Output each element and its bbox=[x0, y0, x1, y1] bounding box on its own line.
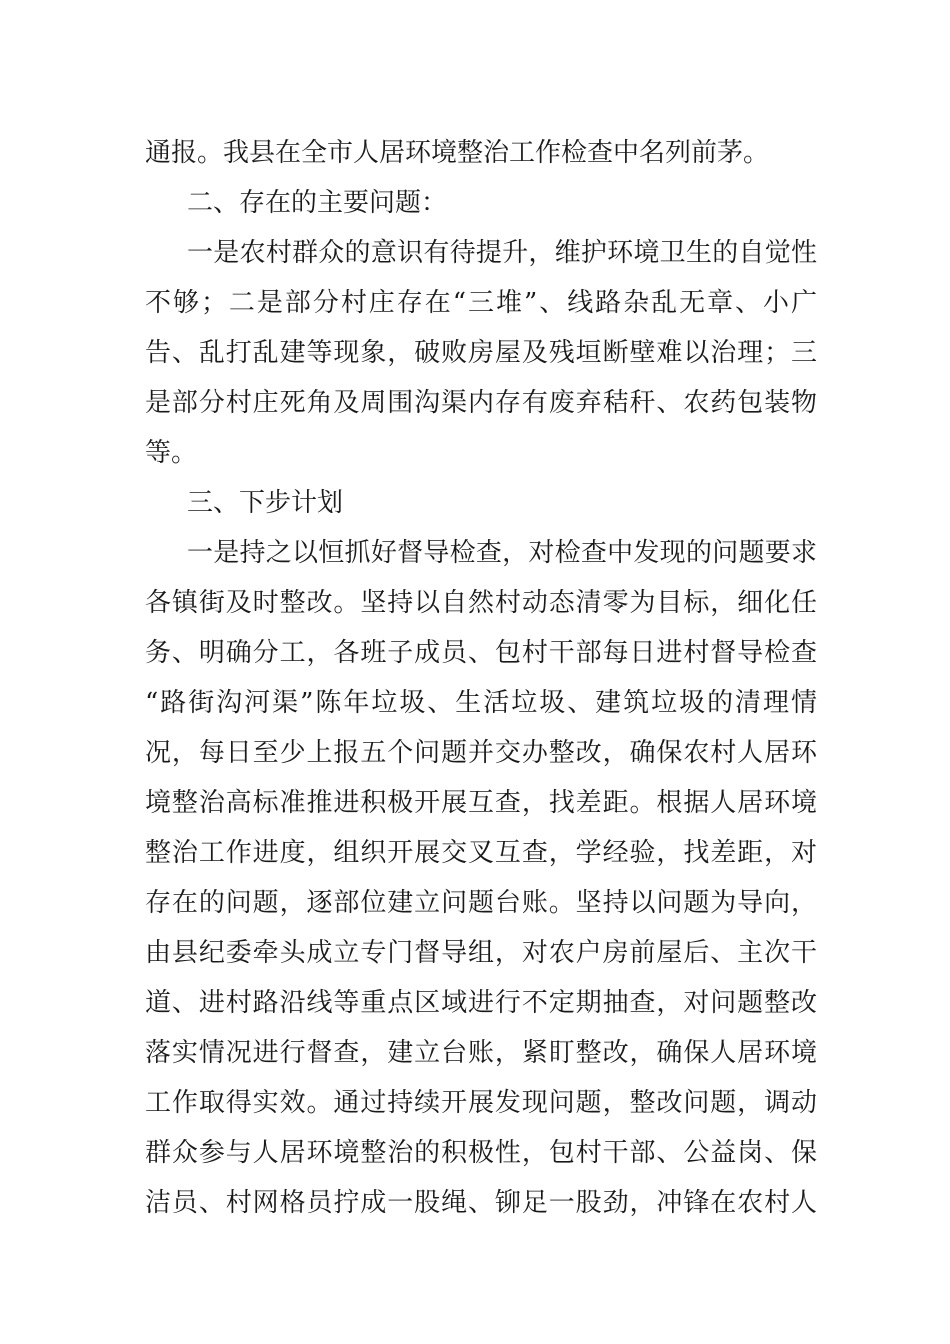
paragraph-line: 不够；二是部分村庄存在“三堆”、线路杂乱无章、小广 bbox=[145, 288, 817, 318]
paragraph-line: 工作取得实效。通过持续开展发现问题，整改问题，调动 bbox=[145, 1088, 817, 1118]
body-text bbox=[145, 128, 817, 1228]
paragraph-line: 是部分村庄死角及周围沟渠内存有废弃秸秆、农药包装物 bbox=[145, 388, 817, 418]
paragraph-line: 由县纪委牵头成立专门督导组，对农户房前屋后、主次干 bbox=[145, 938, 817, 968]
paragraph-line: 洁员、村网格员拧成一股绳、铆足一股劲，冲锋在农村人 bbox=[145, 1188, 817, 1218]
paragraph-line: 道、进村路沿线等重点区域进行不定期抽查，对问题整改 bbox=[145, 988, 817, 1018]
paragraph-line: 务、明确分工，各班子成员、包村干部每日进村督导检查 bbox=[145, 638, 817, 668]
section-heading-problems: 二、存在的主要问题： bbox=[187, 188, 448, 218]
paragraph-line: 各镇街及时整改。坚持以自然村动态清零为目标，细化任 bbox=[145, 588, 817, 618]
paragraph-line: 存在的问题，逐部位建立问题台账。坚持以问题为导向， bbox=[145, 888, 817, 918]
paragraph-line: “路街沟河渠”陈年垃圾、生活垃圾、建筑垃圾的清理情 bbox=[145, 688, 817, 718]
paragraph-line: 通报。我县在全市人居环境整治工作检查中名列前茅。 bbox=[145, 138, 770, 168]
paragraph-line: 况，每日至少上报五个问题并交办整改，确保农村人居环 bbox=[145, 738, 817, 768]
paragraph-line: 等。 bbox=[145, 438, 198, 468]
paragraph-line: 群众参与人居环境整治的积极性，包村干部、公益岗、保 bbox=[145, 1138, 817, 1168]
paragraph-line: 一是持之以恒抓好督导检查，对检查中发现的问题要求 bbox=[187, 538, 817, 568]
paragraph-line: 告、乱打乱建等现象，破败房屋及残垣断壁难以治理；三 bbox=[145, 338, 817, 368]
paragraph-line: 境整治高标准推进积极开展互查，找差距。根据人居环境 bbox=[145, 788, 817, 818]
paragraph-line: 落实情况进行督查，建立台账，紧盯整改，确保人居环境 bbox=[145, 1038, 817, 1068]
paragraph-line: 整治工作进度，组织开展交叉互查，学经验，找差距，对 bbox=[145, 838, 817, 868]
section-heading-next-steps: 三、下步计划 bbox=[187, 488, 344, 518]
paragraph-line: 一是农村群众的意识有待提升，维护环境卫生的自觉性 bbox=[187, 238, 817, 268]
